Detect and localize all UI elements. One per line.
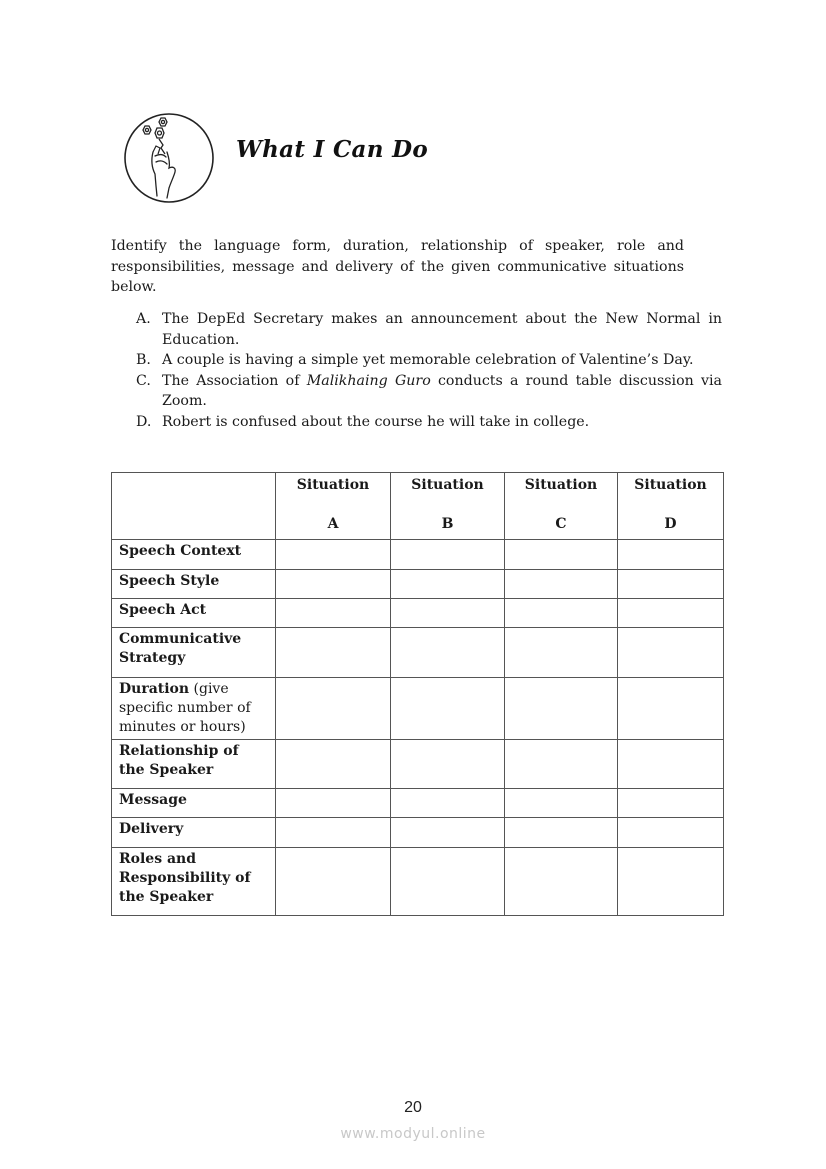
table-row (112, 599, 724, 628)
list-item (136, 350, 722, 371)
answer-cell[interactable] (505, 570, 618, 599)
answer-cell[interactable] (618, 740, 724, 789)
answer-cell[interactable] (505, 818, 618, 848)
watermark: www.modyul.online (340, 1126, 486, 1142)
table-row (112, 678, 724, 740)
row-label-delivery: Delivery (112, 818, 276, 848)
answer-cell[interactable] (505, 599, 618, 628)
table-row (112, 628, 724, 678)
row-label-speech-context: Speech Context (112, 540, 276, 570)
row-label-message: Message (112, 789, 276, 818)
list-item-letter: C. (136, 372, 151, 389)
column-header-word: Situation (634, 477, 707, 493)
row-label-communicative-strategy: Communicative Strategy (112, 628, 276, 678)
instructions-paragraph: Identify the language form, duration, relationship of speaker, role and responsibilities, message and delivery of the given communicative situations below. (111, 238, 684, 295)
answer-cell[interactable] (276, 848, 391, 916)
list-item-text: A couple is having a simple yet memorable celebration of Valentine’s Day. (162, 352, 694, 368)
answer-cell[interactable] (391, 789, 505, 818)
list-item-letter: A. (136, 311, 151, 327)
column-header-situation-c (505, 473, 618, 540)
answer-cell[interactable] (276, 789, 391, 818)
page-number: 20 (404, 1099, 422, 1116)
list-item (136, 309, 722, 350)
table-row (112, 540, 724, 570)
row-label-speech-act: Speech Act (112, 599, 276, 628)
column-header-letter: B (441, 516, 454, 532)
list-item-italic-name: Malikhaing Guro (306, 372, 431, 389)
answer-cell[interactable] (618, 540, 724, 570)
answer-cell[interactable] (618, 848, 724, 916)
answer-cell[interactable] (391, 599, 505, 628)
column-header-word: Situation (296, 477, 370, 493)
answer-cell[interactable] (276, 818, 391, 848)
what-i-can-do-logo-icon (123, 112, 215, 204)
row-label-roles: Roles and Responsibility of the Speaker (112, 848, 276, 916)
answer-cell[interactable] (276, 570, 391, 599)
table-row (112, 848, 724, 916)
table-row (112, 818, 724, 848)
answer-cell[interactable] (391, 570, 505, 599)
situation-list (136, 309, 722, 432)
row-label-relationship: Relationship of the Speaker (112, 740, 276, 789)
answer-cell[interactable] (505, 628, 618, 678)
answer-cell[interactable] (391, 848, 505, 916)
list-item-letter: D. (136, 413, 152, 430)
list-item-text: The DepEd Secretary makes an announcement about the New Normal in Education. (162, 311, 722, 348)
list-item-text: Robert is confused about the course he will take in college. (162, 413, 590, 430)
answer-cell[interactable] (391, 678, 505, 740)
answer-cell[interactable] (618, 599, 724, 628)
answer-cell[interactable] (276, 540, 391, 570)
column-header-word: Situation (524, 477, 598, 493)
column-header-letter: C (555, 516, 567, 532)
answer-cell[interactable] (618, 628, 724, 678)
table-row (112, 570, 724, 599)
answer-cell[interactable] (618, 818, 724, 848)
list-item (136, 412, 722, 433)
table-row (112, 789, 724, 818)
list-item-text-before: The Association of (162, 372, 307, 389)
answer-cell[interactable] (505, 740, 618, 789)
table-corner-cell (112, 473, 276, 540)
column-header-situation-a (276, 473, 391, 540)
column-header-situation-d (618, 473, 724, 540)
section-title: What I Can Do (236, 136, 428, 163)
list-item-letter: B. (136, 352, 151, 368)
answer-cell[interactable] (391, 740, 505, 789)
answer-cell[interactable] (505, 540, 618, 570)
answer-cell[interactable] (618, 570, 724, 599)
row-label-speech-style: Speech Style (112, 570, 276, 599)
answer-cell[interactable] (276, 740, 391, 789)
column-header-word: Situation (411, 477, 484, 493)
answer-cell[interactable] (505, 848, 618, 916)
answer-cell[interactable] (391, 628, 505, 678)
answer-cell[interactable] (505, 678, 618, 740)
row-label-duration-note: (give specific number of minutes or hours) (119, 681, 251, 735)
list-item-text-after: conducts a round table discussion via Zoom. (162, 372, 722, 409)
column-header-situation-b (391, 473, 505, 540)
answer-cell[interactable] (276, 599, 391, 628)
list-item (136, 371, 722, 412)
answer-cell[interactable] (276, 628, 391, 678)
answer-cell[interactable] (391, 818, 505, 848)
row-label-duration (112, 678, 276, 740)
answer-cell[interactable] (505, 789, 618, 818)
column-header-letter: D (664, 516, 677, 532)
answer-cell[interactable] (391, 540, 505, 570)
table-header-row (112, 473, 724, 540)
row-label-duration-title: Duration (119, 681, 190, 697)
table-row (112, 740, 724, 789)
answer-cell[interactable] (618, 678, 724, 740)
answer-cell[interactable] (276, 678, 391, 740)
answer-cell[interactable] (618, 789, 724, 818)
column-header-letter: A (327, 516, 339, 532)
worksheet-table (111, 472, 724, 916)
